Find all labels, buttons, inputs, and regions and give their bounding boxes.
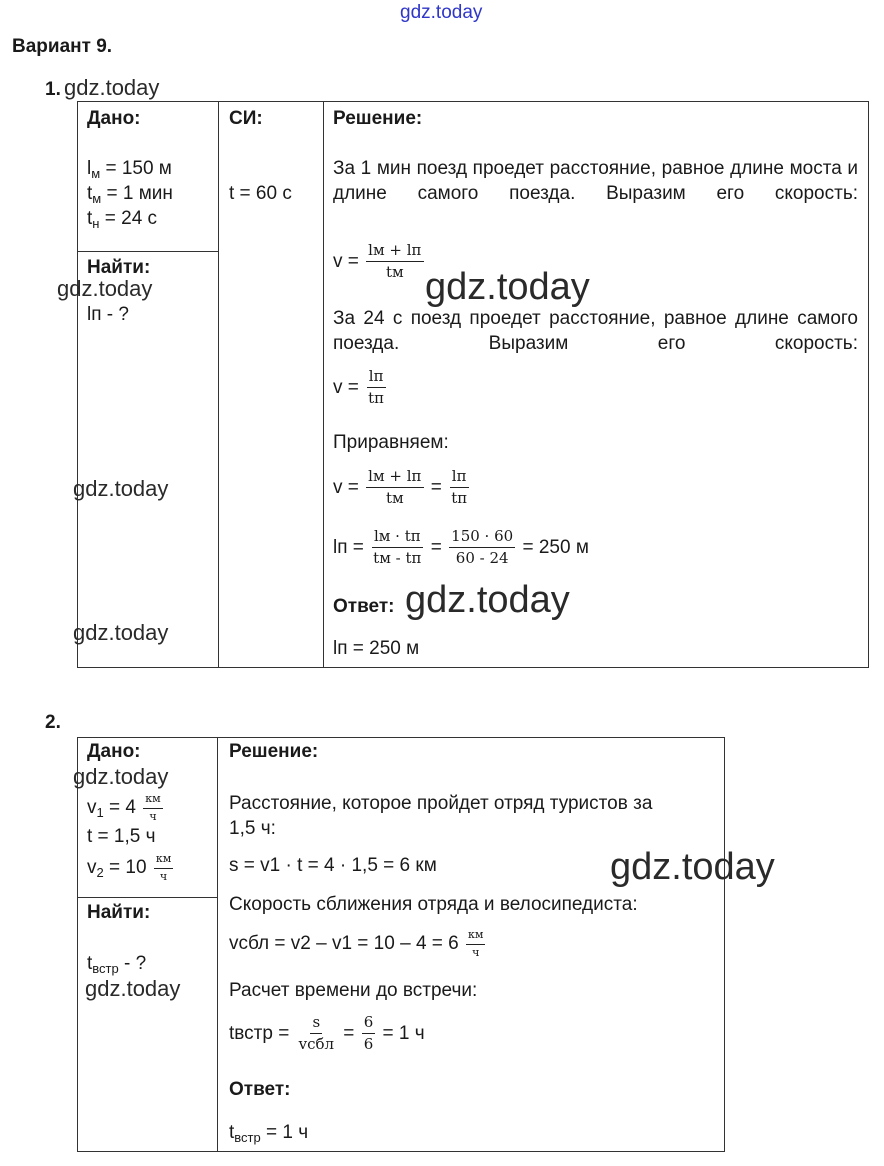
column-divider — [323, 101, 324, 668]
find-value: $t_{встр}$ - ? — [87, 953, 147, 976]
dano-heading: Дано: — [87, 741, 141, 762]
given-time: t = 1,5 ч — [87, 826, 156, 847]
solution-text-1: За 1 мин поезд проедет расстояние, равное длине моста и длине самого поезда. Выразим его скорость: — [333, 158, 858, 204]
watermark: gdz.today — [64, 75, 160, 100]
given-v2: $v_2 = 10$ $\frac{км}{ч}$ — [87, 852, 172, 883]
formula-meet-time: tвстр = $\frac{s}{\text{vсбл}}$ = $\frac{6}{6}$ = 1 ч — [229, 1013, 425, 1054]
otvet-heading: Ответ: — [333, 596, 395, 617]
dano-heading: Дано: — [87, 108, 141, 129]
solution-text-1-cont: 1,5 ч: — [229, 818, 276, 839]
watermark: gdz.today — [57, 276, 153, 301]
given-time-pole: $t_н = 24$ с — [87, 208, 158, 231]
column-divider — [217, 737, 218, 1152]
watermark-top: gdz.today — [400, 2, 483, 23]
page-title: Вариант 9. — [12, 36, 113, 57]
formula-equate: v = $\frac{lм + lп}{tм}$ = $\frac{lп}{tп}$ — [333, 467, 468, 508]
watermark: gdz.today — [610, 846, 775, 888]
given-length-bridge: $l_м = 150$ м — [87, 158, 172, 181]
formula-closing-speed: vсбл = v2 – v1 = 10 – 4 = 6 $\frac{км}{ч}$ — [229, 928, 484, 959]
problem-1-number: 1. — [45, 79, 61, 100]
find-value: lп - ? — [87, 304, 129, 325]
given-v1: $v_1 = 4$ $\frac{км}{ч}$ — [87, 792, 161, 823]
watermark: gdz.today — [405, 579, 570, 621]
solution-text-3: Расчет времени до встречи: — [229, 980, 478, 1001]
reshenie-heading: Решение: — [229, 741, 319, 762]
given-time-bridge: $t_м = 1$ мин — [87, 183, 173, 206]
column-divider — [218, 101, 219, 668]
formula-distance: s = v1 · t = 4 · 1,5 = 6 км — [229, 855, 437, 876]
row-divider — [77, 251, 218, 252]
otvet-heading: Ответ: — [229, 1079, 291, 1100]
formula-speed-2: v = $\frac{lп}{tп}$ — [333, 367, 385, 408]
si-value: t = 60 с — [229, 183, 292, 204]
row-divider — [77, 897, 217, 898]
watermark: gdz.today — [73, 476, 169, 501]
najti-heading: Найти: — [87, 902, 151, 923]
solution-text-2: За 24 с поезд проедет расстояние, равное длине самого поезда. Выразим его скорость: — [333, 308, 858, 354]
problem-2-number: 2. — [45, 712, 61, 733]
answer-value: lп = 250 м — [333, 638, 420, 659]
reshenie-heading: Решение: — [333, 108, 423, 129]
najti-heading: Найти: — [87, 257, 151, 278]
answer-value: $t_{встр} = 1$ ч — [229, 1122, 309, 1145]
formula-result: lп = $\frac{lм \cdot tп}{tм - tп}$ = $\frac{150 \cdot 60}{60 - 24}$ = 250 м — [333, 527, 589, 568]
watermark: gdz.today — [85, 976, 181, 1001]
si-heading: СИ: — [229, 108, 263, 129]
watermark: gdz.today — [73, 764, 169, 789]
watermark: gdz.today — [73, 620, 169, 645]
watermark: gdz.today — [425, 266, 590, 308]
solution-text-3: Приравняем: — [333, 432, 449, 453]
solution-text-1: Расстояние, которое пройдет отряд туристов за — [229, 793, 653, 814]
formula-speed-1: v = $\frac{lм + lп}{tм}$ — [333, 241, 422, 282]
solution-text-2: Скорость сближения отряда и велосипедиста: — [229, 894, 638, 915]
